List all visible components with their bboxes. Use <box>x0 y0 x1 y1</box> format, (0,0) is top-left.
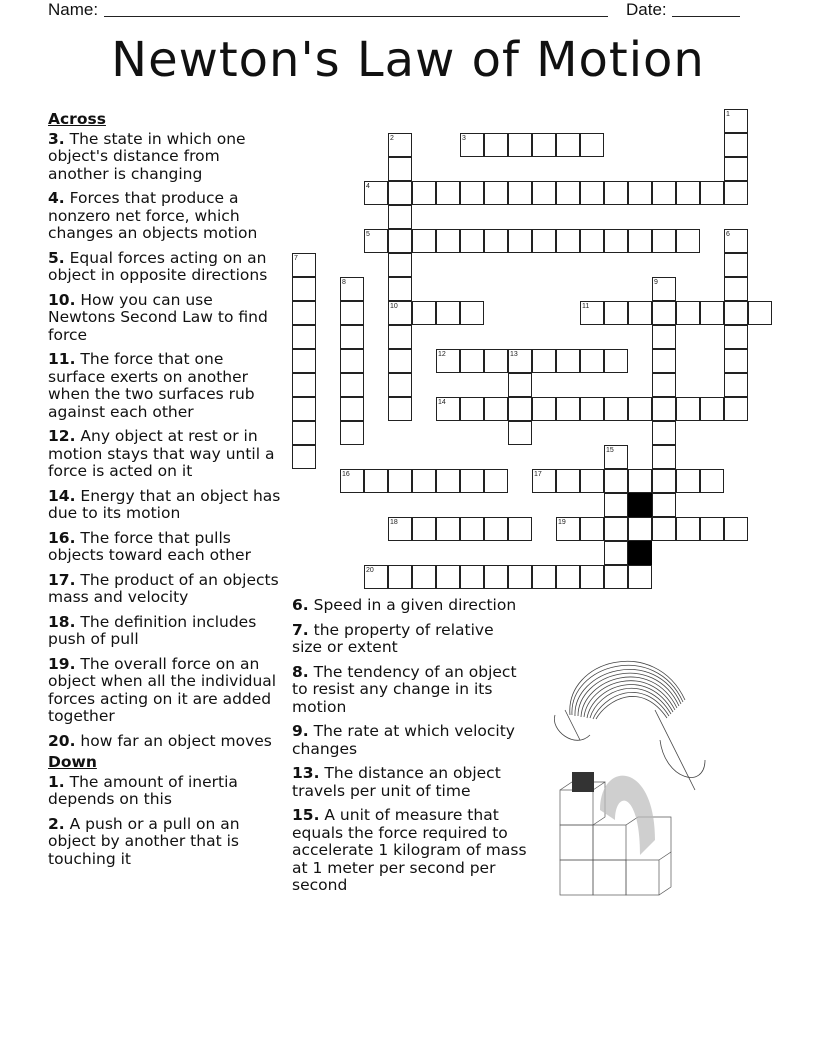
clue-number: 18. <box>48 612 76 631</box>
grid-cell[interactable] <box>604 517 628 541</box>
grid-cell[interactable] <box>556 397 580 421</box>
grid-cell[interactable] <box>388 349 412 373</box>
grid-cell[interactable] <box>460 397 484 421</box>
grid-cell[interactable] <box>508 397 532 421</box>
grid-cell[interactable] <box>556 181 580 205</box>
clue-text: Forces that produce a nonzero net force, which changes an objects motion <box>48 189 258 242</box>
clue-text: Speed in a given direction <box>313 596 517 614</box>
grid-cell[interactable] <box>580 517 604 541</box>
cell-number: 1 <box>726 111 730 118</box>
grid-cell[interactable] <box>388 157 412 181</box>
clue <box>48 250 284 285</box>
grid-cell[interactable] <box>484 349 508 373</box>
grid-cell[interactable] <box>460 565 484 589</box>
grid-cell[interactable] <box>460 181 484 205</box>
grid-cell[interactable] <box>580 301 604 325</box>
grid-cell[interactable] <box>460 517 484 541</box>
grid-cell[interactable] <box>508 229 532 253</box>
clue <box>48 351 284 421</box>
grid-cell[interactable] <box>652 325 676 349</box>
grid-cell[interactable] <box>724 349 748 373</box>
clue-text: Energy that an object has due to its motion <box>48 486 281 522</box>
clue <box>48 816 284 869</box>
grid-cell[interactable] <box>292 253 316 277</box>
grid-cell[interactable] <box>460 469 484 493</box>
cell-number: 2 <box>390 135 394 142</box>
grid-cell[interactable] <box>292 325 316 349</box>
clue <box>48 614 284 649</box>
down-clue-list <box>48 774 284 869</box>
across-heading: Across <box>48 110 106 128</box>
cell-number: 17 <box>534 471 542 478</box>
grid-cell[interactable] <box>628 181 652 205</box>
grid-cell[interactable] <box>604 229 628 253</box>
clue-text: The distance an object travels per unit of time <box>292 764 501 800</box>
clue <box>292 765 528 800</box>
cell-number: 12 <box>438 351 446 358</box>
clue <box>292 723 528 758</box>
clue <box>48 733 284 751</box>
slinky-illustration <box>545 640 710 905</box>
clue-number: 10. <box>48 290 76 309</box>
grid-cell[interactable] <box>604 565 628 589</box>
grid-cell[interactable] <box>532 181 556 205</box>
clue <box>48 292 284 345</box>
page-title: Newton's Law of Motion <box>111 32 705 88</box>
cell-number: 4 <box>366 183 370 190</box>
grid-cell[interactable] <box>532 229 556 253</box>
grid-cell[interactable] <box>508 349 532 373</box>
down-clue-list-continued <box>292 597 528 895</box>
grid-cell[interactable] <box>292 301 316 325</box>
grid-cell[interactable] <box>580 469 604 493</box>
grid-cell[interactable] <box>412 181 436 205</box>
clue <box>292 664 528 717</box>
grid-cell[interactable] <box>652 229 676 253</box>
grid-cell[interactable] <box>628 301 652 325</box>
grid-cell[interactable] <box>412 229 436 253</box>
grid-cell[interactable] <box>532 349 556 373</box>
grid-cell[interactable] <box>556 517 580 541</box>
clue-number: 12. <box>48 427 76 445</box>
grid-cell[interactable] <box>388 325 412 349</box>
clue-text: The force that pulls objects toward each other <box>48 528 251 564</box>
clue <box>48 572 284 607</box>
grid-cell[interactable] <box>652 445 676 469</box>
clue <box>292 807 528 895</box>
black-square <box>628 493 652 517</box>
grid-cell[interactable] <box>724 373 748 397</box>
cell-number: 6 <box>726 231 730 238</box>
grid-cell[interactable] <box>604 397 628 421</box>
grid-cell[interactable] <box>580 565 604 589</box>
clue-text: The amount of inertia depends on this <box>48 772 238 808</box>
clue-number: 15. <box>292 806 320 824</box>
down-heading: Down <box>48 753 97 771</box>
grid-cell[interactable] <box>412 301 436 325</box>
grid-cell[interactable] <box>388 301 412 325</box>
header <box>48 0 748 20</box>
grid-cell[interactable] <box>628 517 652 541</box>
grid-cell[interactable] <box>508 565 532 589</box>
clue-text: Any object at rest or in motion stays that way until a force is acted on it <box>48 427 275 480</box>
clues-right-column <box>292 597 528 902</box>
grid-cell[interactable] <box>436 229 460 253</box>
grid-cell[interactable] <box>484 517 508 541</box>
grid-cell[interactable] <box>724 301 748 325</box>
cell-number: 18 <box>390 519 398 526</box>
grid-cell[interactable] <box>508 517 532 541</box>
clue-text: How you can use Newtons Second Law to find force <box>48 290 268 344</box>
grid-cell[interactable] <box>700 397 724 421</box>
grid-cell[interactable] <box>556 565 580 589</box>
clue-number: 8. <box>292 662 309 681</box>
clue-number: 6. <box>292 596 309 614</box>
grid-cell[interactable] <box>388 469 412 493</box>
clue-number: 9. <box>292 722 309 740</box>
grid-cell[interactable] <box>436 469 460 493</box>
grid-cell[interactable] <box>556 229 580 253</box>
grid-cell[interactable] <box>652 469 676 493</box>
grid-cell[interactable] <box>676 181 700 205</box>
cell-number: 11 <box>582 303 590 310</box>
grid-cell[interactable] <box>388 397 412 421</box>
date-label: Date: <box>626 0 667 19</box>
clue-number: 17. <box>48 570 76 589</box>
grid-cell[interactable] <box>364 469 388 493</box>
grid-cell[interactable] <box>484 181 508 205</box>
grid-cell[interactable] <box>292 373 316 397</box>
grid-cell[interactable] <box>724 181 748 205</box>
grid-cell[interactable] <box>388 181 412 205</box>
grid-cell[interactable] <box>460 301 484 325</box>
grid-cell[interactable] <box>724 325 748 349</box>
grid-cell[interactable] <box>460 349 484 373</box>
grid-cell[interactable] <box>724 253 748 277</box>
clue-number: 1. <box>48 772 65 791</box>
grid-cell[interactable] <box>340 277 364 301</box>
grid-cell[interactable] <box>436 397 460 421</box>
grid-cell[interactable] <box>652 373 676 397</box>
grid-cell[interactable] <box>604 493 628 517</box>
clue <box>48 656 284 726</box>
clue <box>48 190 284 243</box>
clue-text: The force that one surface exerts on another when the two surfaces rub against each other <box>48 350 255 421</box>
grid-cell[interactable] <box>676 397 700 421</box>
clue-number: 11. <box>48 350 76 368</box>
grid-cell[interactable] <box>676 301 700 325</box>
clue-text: The definition includes push of pull <box>48 612 257 648</box>
clue-number: 16. <box>48 528 76 547</box>
grid-cell[interactable] <box>580 181 604 205</box>
grid-cell[interactable] <box>652 517 676 541</box>
across-clue-list <box>48 131 284 751</box>
name-label: Name: <box>48 0 99 19</box>
grid-cell[interactable] <box>292 421 316 445</box>
grid-cell[interactable] <box>724 133 748 157</box>
grid-cell[interactable] <box>556 349 580 373</box>
clue-text: The product of an objects mass and velocity <box>48 570 279 606</box>
grid-cell[interactable] <box>340 469 364 493</box>
grid-cell[interactable] <box>580 349 604 373</box>
cell-number: 10 <box>390 303 398 310</box>
grid-cell[interactable] <box>628 469 652 493</box>
grid-cell[interactable] <box>652 397 676 421</box>
clue-text: Equal forces acting on an object in opposite directions <box>48 248 268 284</box>
grid-cell[interactable] <box>364 181 388 205</box>
clue-number: 2. <box>48 814 65 833</box>
grid-cell[interactable] <box>292 397 316 421</box>
clue-text: The rate at which velocity changes <box>292 722 515 758</box>
grid-cell[interactable] <box>604 181 628 205</box>
grid-cell[interactable] <box>580 397 604 421</box>
grid-cell[interactable] <box>652 301 676 325</box>
cell-number: 20 <box>366 567 374 574</box>
grid-cell[interactable] <box>340 397 364 421</box>
clue <box>48 774 284 809</box>
grid-cell[interactable] <box>292 445 316 469</box>
grid-cell[interactable] <box>724 157 748 181</box>
cell-number: 14 <box>438 399 446 406</box>
grid-cell[interactable] <box>652 349 676 373</box>
grid-cell[interactable] <box>340 325 364 349</box>
clue-number: 20. <box>48 731 76 750</box>
clue-number: 14. <box>48 486 76 505</box>
clue-number: 4. <box>48 189 65 207</box>
grid-cell[interactable] <box>388 229 412 253</box>
grid-cell[interactable] <box>388 517 412 541</box>
clue <box>48 131 284 184</box>
clue-number: 5. <box>48 248 65 267</box>
grid-cell[interactable] <box>460 229 484 253</box>
grid-cell[interactable] <box>340 349 364 373</box>
clue-text: The tendency of an object to resist any change in its motion <box>292 662 517 716</box>
grid-cell[interactable] <box>388 277 412 301</box>
grid-cell[interactable] <box>628 229 652 253</box>
grid-cell[interactable] <box>652 181 676 205</box>
grid-cell[interactable] <box>484 133 508 157</box>
grid-cell[interactable] <box>532 397 556 421</box>
grid-cell[interactable] <box>436 181 460 205</box>
grid-cell[interactable] <box>532 565 556 589</box>
grid-cell[interactable] <box>484 565 508 589</box>
clue-text: A unit of measure that equals the force required to accelerate 1 kilogram of mass at 1 meter per second per second <box>292 806 527 894</box>
grid-cell[interactable] <box>388 565 412 589</box>
grid-cell[interactable] <box>604 301 628 325</box>
cell-number: 3 <box>462 135 466 142</box>
cell-number: 8 <box>342 279 346 286</box>
grid-cell[interactable] <box>340 421 364 445</box>
clue-text: The state in which one object's distance from another is changing <box>48 129 246 183</box>
grid-cell[interactable] <box>508 373 532 397</box>
grid-cell[interactable] <box>340 301 364 325</box>
grid-cell[interactable] <box>388 253 412 277</box>
clue <box>292 622 528 657</box>
clue-text: how far an object moves <box>80 731 272 750</box>
name-field[interactable] <box>104 16 608 17</box>
cell-number: 7 <box>294 255 298 262</box>
grid-cell[interactable] <box>700 301 724 325</box>
cell-number: 15 <box>606 447 614 454</box>
grid-cell[interactable] <box>676 517 700 541</box>
grid-cell[interactable] <box>724 397 748 421</box>
grid-cell[interactable] <box>388 133 412 157</box>
grid-cell[interactable] <box>388 373 412 397</box>
clues-left-column <box>48 111 284 875</box>
grid-cell[interactable] <box>436 565 460 589</box>
grid-cell[interactable] <box>724 109 748 133</box>
grid-cell[interactable] <box>580 229 604 253</box>
grid-cell[interactable] <box>580 133 604 157</box>
grid-cell[interactable] <box>532 133 556 157</box>
cell-number: 19 <box>558 519 566 526</box>
grid-cell[interactable] <box>484 397 508 421</box>
clue-number: 13. <box>292 764 320 782</box>
grid-cell[interactable] <box>676 229 700 253</box>
clue-number: 19. <box>48 654 76 673</box>
grid-cell[interactable] <box>724 229 748 253</box>
grid-cell[interactable] <box>508 181 532 205</box>
grid-cell[interactable] <box>340 373 364 397</box>
grid-cell[interactable] <box>724 517 748 541</box>
grid-cell[interactable] <box>412 469 436 493</box>
grid-cell[interactable] <box>652 421 676 445</box>
grid-cell[interactable] <box>292 277 316 301</box>
clue-number: 3. <box>48 129 65 148</box>
grid-cell[interactable] <box>604 541 628 565</box>
cell-number: 16 <box>342 471 350 478</box>
grid-cell[interactable] <box>436 517 460 541</box>
cell-number: 13 <box>510 351 518 358</box>
black-square <box>628 541 652 565</box>
grid-cell[interactable] <box>676 469 700 493</box>
grid-cell[interactable] <box>364 229 388 253</box>
grid-cell[interactable] <box>532 469 556 493</box>
grid-cell[interactable] <box>628 397 652 421</box>
cell-number: 9 <box>654 279 658 286</box>
grid-cell[interactable] <box>652 493 676 517</box>
grid-cell[interactable] <box>556 133 580 157</box>
grid-cell[interactable] <box>652 277 676 301</box>
grid-cell[interactable] <box>292 349 316 373</box>
grid-cell[interactable] <box>604 349 628 373</box>
grid-cell[interactable] <box>364 565 388 589</box>
grid-cell[interactable] <box>700 517 724 541</box>
grid-cell[interactable] <box>724 277 748 301</box>
grid-cell[interactable] <box>484 229 508 253</box>
grid-cell[interactable] <box>484 469 508 493</box>
grid-cell[interactable] <box>508 421 532 445</box>
grid-cell[interactable] <box>628 565 652 589</box>
grid-cell[interactable] <box>700 469 724 493</box>
clue <box>48 530 284 565</box>
grid-cell[interactable] <box>412 517 436 541</box>
grid-cell[interactable] <box>388 205 412 229</box>
cell-number: 5 <box>366 231 370 238</box>
clue-text: A push or a pull on an object by another that is touching it <box>48 814 240 868</box>
clue-number: 7. <box>292 620 309 639</box>
grid-cell[interactable] <box>460 133 484 157</box>
grid-cell[interactable] <box>508 133 532 157</box>
date-field[interactable] <box>672 16 740 17</box>
grid-cell[interactable] <box>556 469 580 493</box>
clue-text: The overall force on an object when all the individual forces acting on it are added together <box>48 654 277 725</box>
clue <box>48 488 284 523</box>
grid-cell[interactable] <box>604 469 628 493</box>
clue-text: the property of relative size or extent <box>292 620 494 656</box>
grid-cell[interactable] <box>436 349 460 373</box>
clue <box>292 597 528 615</box>
grid-cell[interactable] <box>412 565 436 589</box>
grid-cell[interactable] <box>700 181 724 205</box>
clue <box>48 428 284 481</box>
grid-cell[interactable] <box>436 301 460 325</box>
grid-cell[interactable] <box>604 445 628 469</box>
grid-cell[interactable] <box>748 301 772 325</box>
